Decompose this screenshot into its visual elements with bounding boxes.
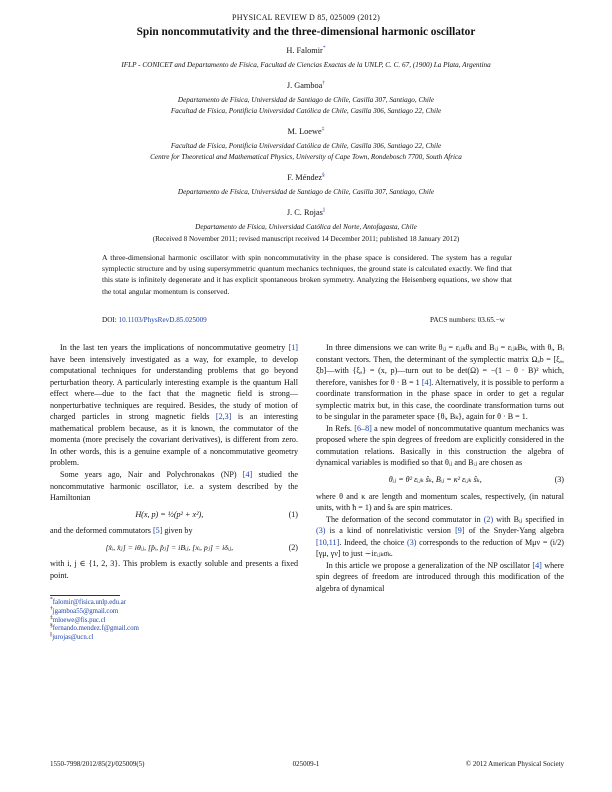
paragraph: The deformation of the second commutator in (2) with Bᵢⱼ specified in (3) is a kind of nonrelativistic version [9] of the Snyder-Yang algebra [10,11]. Indeed, the choice (3) corresponds to the reduction of Mμν = (i/2)[γμ, γν] to just ∼iεᵢⱼₖσₖ. xyxy=(316,514,564,559)
abstract: A three-dimensional harmonic oscillator with spin noncommutativity in the phase space is considered. The system has a regular symplectic structure and by using supersymmetric quantum mechanics techniques, the ground state is calculated exactly. We find that this state is infinitely degenerate and it has explicit spontaneous broken symmetry. Analyzing the Heisenberg equations, we show that the total angular momentum is conserved. xyxy=(102,253,512,296)
footer-copyright: © 2012 American Physical Society xyxy=(465,760,564,768)
affiliation: Facultad de Física, Pontificia Universidad Católica de Chile, Casilla 306, Santiago 22, Chile xyxy=(170,107,442,115)
footer-issn: 1550-7998/2012/85(2)/025009(5) xyxy=(50,760,145,768)
email-link[interactable]: fernando.mendez.f@gmail.com xyxy=(52,625,139,633)
citation-link[interactable]: [9] xyxy=(455,526,465,536)
affiliation: Facultad de Física, Pontificia Universidad Católica de Chile, Casilla 306, Santiago 22, Chile xyxy=(170,142,442,150)
pacs-numbers: PACS numbers: 03.65.−w xyxy=(430,316,505,324)
equation-3: θᵢⱼ = θ² εᵢⱼₖ ŝₖ, Bᵢⱼ = κ² εᵢⱼₖ ŝₖ, (3) xyxy=(388,475,564,485)
footnote: ||jurojas@ucn.cl xyxy=(50,631,94,641)
author-gamboa: J. Gamboa† xyxy=(286,80,326,90)
affiliation: IFLP - CONICET and Departamento de Física, Facultad de Ciencias Exactas de la UNLP, C. C. 67, (1900) La Plata, Argentina xyxy=(121,61,491,69)
affiliation: Departamento de Física, Universidad de Santiago de Chile, Casilla 307, Santiago, Chile xyxy=(177,96,435,104)
author-rojas: J. C. Rojas|| xyxy=(286,207,326,217)
email-link[interactable]: falomir@fisica.unlp.edu.ar xyxy=(52,599,127,607)
footnote-mark-link[interactable]: * xyxy=(322,45,326,52)
author-loewe: M. Loewe‡ xyxy=(287,126,325,136)
footnote-divider xyxy=(50,595,120,596)
left-column xyxy=(50,342,298,642)
right-column xyxy=(316,342,564,594)
equation-ref-link[interactable]: (2) xyxy=(483,514,494,524)
citation-link[interactable]: [10,11] xyxy=(316,537,340,547)
citation-link[interactable]: [1] xyxy=(288,343,298,352)
citation-link[interactable]: [4] xyxy=(532,560,542,570)
doi-link[interactable]: 10.1103/PhysRevD.85.025009 xyxy=(118,316,207,324)
citation-link[interactable]: [2,3] xyxy=(215,412,232,422)
footnote: †jgamboa55@gmail.com xyxy=(50,605,119,615)
paragraph: and the deformed commutators [5] given by xyxy=(50,526,193,536)
author-mendez: F. Méndez§ xyxy=(287,172,325,182)
paragraph: In Refs. [6–8] a new model of noncommutative quantum mechanics was proposed where the spin degrees of freedom are explicitly considered in the commutation relations. Basically in this construction the algebra of dynamical variables is modified so that θᵢⱼ and Bᵢⱼ are chosen as xyxy=(316,423,565,468)
equation-1: H(x, p) = ½(p² + x²), (1) xyxy=(135,509,298,519)
affiliation: Departamento de Física, Universidad Católica del Norte, Antofagasta, Chile xyxy=(195,223,417,231)
equation-2: [x̂ᵢ, x̂ⱼ] = iθᵢⱼ, [p̂ᵢ, p̂ⱼ] = iBᵢⱼ, [xᵢ, pⱼ] = iδᵢⱼ, (2) xyxy=(105,542,298,552)
received-dates: (Received 8 November 2011; revised manuscript received 14 December 2011; published 18 January 2012) xyxy=(152,235,460,243)
affiliation: Departamento de Física, Universidad de Santiago de Chile, Casilla 307, Santiago, Chile xyxy=(177,188,435,196)
footnote: *falomir@fisica.unlp.edu.ar xyxy=(50,597,127,607)
doi: DOI: 10.1103/PhysRevD.85.025009 xyxy=(102,316,207,324)
email-link[interactable]: jurojas@ucn.cl xyxy=(52,633,94,641)
paper-title: Spin noncommutativity and the three-dimensional harmonic oscillator xyxy=(136,26,476,38)
footer-page-number: 025009-1 xyxy=(292,760,320,768)
paragraph: where θ and κ are length and momentum scales, respectively, (in natural units, with ħ = 1) and ŝₖ are spin matrices. xyxy=(316,491,564,513)
equation-ref-link[interactable]: (3) xyxy=(407,537,417,547)
footnote: ‡mloewe@fis.puc.cl xyxy=(50,614,106,624)
footnote-mark-link[interactable]: † xyxy=(322,80,326,87)
citation-link[interactable]: [4] xyxy=(242,470,253,480)
paragraph: Some years ago, Nair and Polychronakos (NP) [4] studied the noncommutative harmonic oscillator, i.e. a system described by the Hamiltonian xyxy=(50,470,298,503)
footnote-mark-link[interactable]: § xyxy=(322,172,325,179)
footnote-mark-link[interactable]: || xyxy=(322,207,326,214)
footnote-mark-link[interactable]: ‡ xyxy=(321,126,325,133)
equation-ref-link[interactable]: (3) xyxy=(316,526,326,536)
citation-link[interactable]: [5] xyxy=(152,526,163,536)
author-falomir: H. Falomir* xyxy=(286,45,326,55)
paragraph: with i, j ∈ {1, 2, 3}. This problem is exactly soluble and presents a fixed point. xyxy=(50,559,298,580)
journal-header: PHYSICAL REVIEW D 85, 025009 (2012) xyxy=(232,13,380,22)
citation-link[interactable]: [4] xyxy=(421,377,432,387)
email-link[interactable]: jgamboa55@gmail.com xyxy=(52,607,119,615)
paragraph: In this article we propose a generalization of the NP oscillator [4] where spin degrees of freedom are introduced through this modification of the algebra of dynamical xyxy=(316,560,565,593)
paragraph: In the last ten years the implications of noncommutative geometry [1] have been intensively investigated as a way, for example, to develop computational techniques for understanding problems that go beyond perturbation theory. A particularly interesting example is the quantum Hall effect where—due to the fact that the magnetic field is strong—nonperturbative techniques are required. Besides, the study of motion of charged particles in strong magnetic fields [2,3] is an interesting mathematical problem because, as it is known, the commutator of the momenta (more precisely the covariant derivatives), is different from zero. In other words, this is a genuine example of a noncommutative geometry problem. xyxy=(50,343,298,468)
paragraph: In three dimensions we can write θᵢⱼ = εᵢⱼₖθₖ and Bᵢⱼ = εᵢⱼₖBₖ, with θᵢ, Bᵢ constant vectors. Then, the determinant of the symplectic matrix Ωₐb = [ξₐ, ξb]—with {ξₐ} = (x, p)—turn out to be det(Ω) = −(1 − θ · B)² which, therefore, vanishes for θ · B = 1 [4]. Alternatively, it is possible to perform a coordinate transformation in the phase space in order to get a regular symplectic matrix but, in this case, the coordinate transformation turns out to be singular in the parameter space {θᵢ, Bₖ}, again for θ · B = 1. xyxy=(316,343,565,422)
affiliation: Centre for Theoretical and Mathematical Physics, University of Cape Town, Rondebosch 7700, South Africa xyxy=(150,153,462,161)
citation-link[interactable]: [6–8] xyxy=(354,423,372,433)
email-link[interactable]: mloewe@fis.puc.cl xyxy=(52,616,106,624)
footnote: §fernando.mendez.f@gmail.com xyxy=(50,622,139,633)
